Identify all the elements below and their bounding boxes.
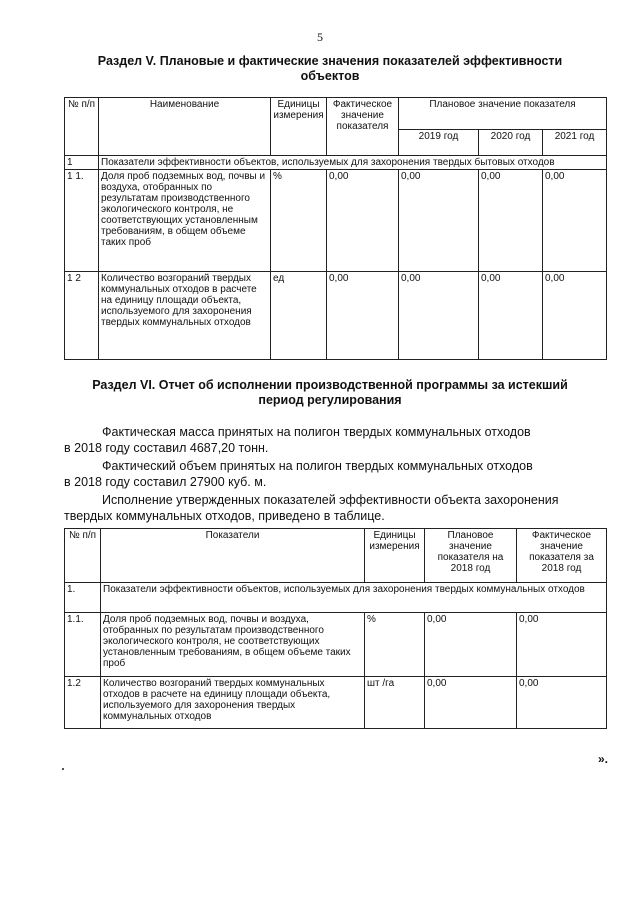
table-group-row bbox=[65, 156, 607, 170]
row-2020: 0,00 bbox=[479, 272, 543, 360]
paragraph-mass-line1: Фактическая масса принятых на полигон твердых коммунальных отходов bbox=[102, 425, 531, 439]
row-name: Количество возгораний твердых коммунальных отходов в расчете на единицу площади объекта, используемого для захоронения твердых коммунальных отходов bbox=[101, 677, 365, 729]
row-num: 1.2 bbox=[65, 677, 101, 729]
paragraph-volume-line2: в 2018 году составил 27900 куб. м. bbox=[64, 475, 267, 489]
section6-table bbox=[64, 528, 607, 729]
paragraph-execution-line2: твердых коммунальных отходов, приведено в таблице. bbox=[64, 509, 385, 523]
header-num: № п/п bbox=[65, 529, 101, 583]
header-units: Единицы измерения bbox=[365, 529, 425, 583]
paragraph-mass-line2: в 2018 году составил 4687,20 тонн. bbox=[64, 441, 269, 455]
header-planned: Плановое значение показателя bbox=[399, 98, 607, 130]
row-name: Доля проб подземных вод, почвы и воздуха, отобранных по результатам производственного экологического контроля, не соответствующих установленным требованиям, в общем объеме таких проб bbox=[99, 170, 271, 272]
header-name: Наименование bbox=[99, 98, 271, 156]
row-name: Количество возгораний твердых коммунальных отходов в расчете на единицу площади объекта, используемого для захоронения твердых коммунальных отходов bbox=[99, 272, 271, 360]
table-header-row bbox=[65, 529, 607, 583]
header-num: № п/п bbox=[65, 98, 99, 156]
row-actual: 0,00 bbox=[517, 677, 607, 729]
page-number: 5 bbox=[317, 30, 323, 44]
row-units: % bbox=[365, 613, 425, 677]
row-planned: 0,00 bbox=[425, 613, 517, 677]
group-label: Показатели эффективности объектов, используемых для захоронения твердых бытовых отходов bbox=[99, 156, 607, 170]
row-num: 1 1. bbox=[65, 170, 99, 272]
table-header-row bbox=[65, 98, 607, 130]
header-units: Единицы измерения bbox=[271, 98, 327, 156]
section5-title-line1: Раздел V. Плановые и фактические значения показателей эффективности bbox=[97, 54, 563, 68]
header-actual: Фактическое значение показателя bbox=[327, 98, 399, 156]
row-2019: 0,00 bbox=[399, 170, 479, 272]
row-units: % bbox=[271, 170, 327, 272]
row-2020: 0,00 bbox=[479, 170, 543, 272]
paragraph-execution-line1: Исполнение утвержденных показателей эффективности объекта захоронения bbox=[102, 493, 559, 507]
paragraph-volume bbox=[64, 458, 606, 490]
paragraph-execution bbox=[64, 492, 606, 524]
group-label: Показатели эффективности объектов, используемых для захоронения твердых коммунальных отходов bbox=[101, 583, 607, 613]
table-row bbox=[65, 677, 607, 729]
row-planned: 0,00 bbox=[425, 677, 517, 729]
closing-quote: ». bbox=[597, 752, 608, 766]
header-year-2020: 2020 год bbox=[479, 130, 543, 156]
section6-title-line2: период регулирования bbox=[258, 393, 402, 407]
section5-title bbox=[60, 54, 600, 84]
row-2021: 0,00 bbox=[543, 272, 607, 360]
header-name: Показатели bbox=[101, 529, 365, 583]
table-group-row bbox=[65, 583, 607, 613]
row-2019: 0,00 bbox=[399, 272, 479, 360]
paragraph-volume-line1: Фактический объем принятых на полигон твердых коммунальных отходов bbox=[102, 459, 533, 473]
row-actual: 0,00 bbox=[327, 170, 399, 272]
row-actual: 0,00 bbox=[327, 272, 399, 360]
section6-title-line1: Раздел VI. Отчет об исполнении производственной программы за истекший bbox=[92, 378, 568, 392]
table-row bbox=[65, 613, 607, 677]
row-2021: 0,00 bbox=[543, 170, 607, 272]
header-year-2019: 2019 год bbox=[399, 130, 479, 156]
row-units: шт /га bbox=[365, 677, 425, 729]
group-num: 1. bbox=[65, 583, 101, 613]
paragraph-mass bbox=[64, 424, 606, 456]
section5-title-line2: объектов bbox=[300, 69, 360, 83]
table-row bbox=[65, 272, 607, 360]
row-actual: 0,00 bbox=[517, 613, 607, 677]
header-planned: Плановое значение показателя на 2018 год bbox=[425, 529, 517, 583]
section6-title bbox=[60, 378, 600, 408]
row-name: Доля проб подземных вод, почвы и воздуха, отобранных по результатам производственного экологического контроля, не соответствующих установленным требованиям, в общем объеме таких проб bbox=[101, 613, 365, 677]
header-year-2021: 2021 год bbox=[543, 130, 607, 156]
scan-speck bbox=[62, 768, 64, 770]
header-actual: Фактическое значение показателя за 2018 год bbox=[517, 529, 607, 583]
group-num: 1 bbox=[65, 156, 99, 170]
row-num: 1.1. bbox=[65, 613, 101, 677]
row-num: 1 2 bbox=[65, 272, 99, 360]
row-units: ед bbox=[271, 272, 327, 360]
table-row bbox=[65, 170, 607, 272]
section5-table bbox=[64, 97, 607, 360]
